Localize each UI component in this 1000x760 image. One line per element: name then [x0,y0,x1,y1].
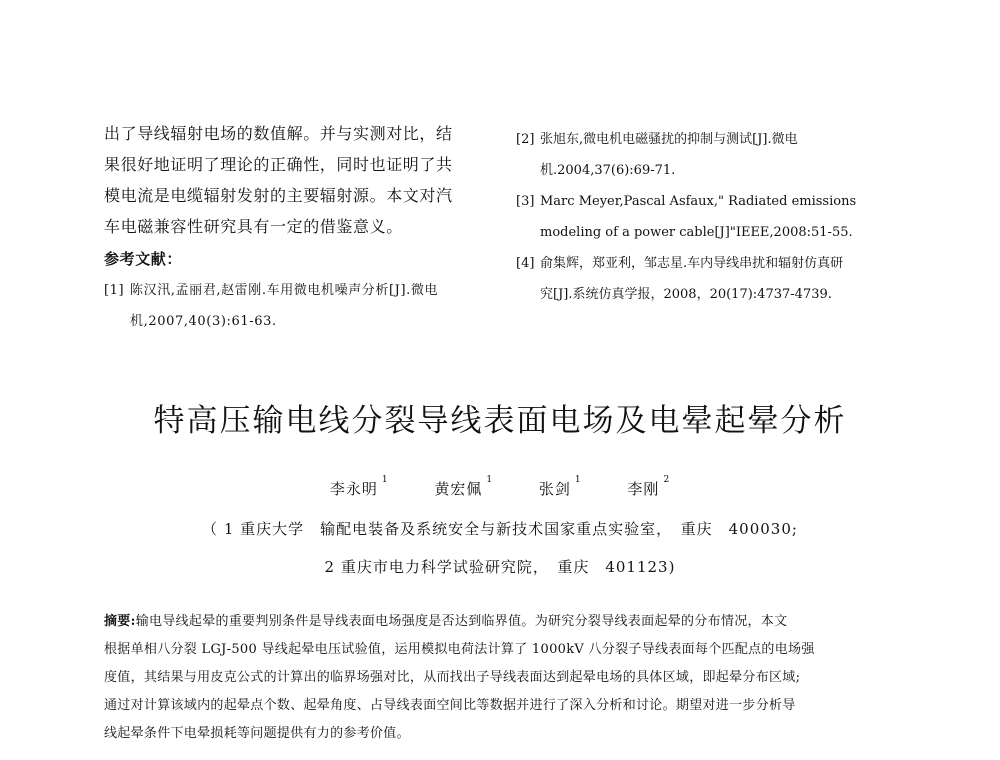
abstract-text: 输电导线起晕的重要判别条件是导线表面电场强度是否达到临界值。为研究分裂导线表面起晕的分布情况，本文 [135,614,788,629]
author [538,475,582,499]
reference-continuation: 究[J].系统仿真学报，2008，20(17):4737-4739. [540,287,832,302]
reference-4 [516,248,936,310]
reference-continuation: 机.2004,37(6):69-71. [540,163,676,178]
reference-continuation: 机,2007,40(3):61-63. [130,314,277,329]
affiliation-mark: 2 [663,475,671,485]
affiliation-mark: 1 [381,475,389,485]
reference-text: 张旭东,微电机电磁骚扰的抑制与测试[J].微电 [540,132,798,147]
reference-number: [3] [516,194,535,209]
author-name: 李刚 [627,480,660,498]
abstract-line: 通过对计算该域内的起晕点个数、起晕角度、占导线表面空间比等数据并进行了深入分析和讨论。期望对进一步分析导 [104,698,796,713]
reference-continuation: modeling of a power cable[J]"IEEE,2008:51-55. [540,225,853,240]
reference-number: [4] [516,256,535,271]
reference-number: [2] [516,132,535,147]
author-name: 黄宏佩 [434,480,483,498]
reference-text: Marc Meyer,Pascal Asfaux," Radiated emissions [540,194,857,209]
conclusion-line: 模电流是电缆辐射发射的主要辐射源。本文对汽 [104,186,453,205]
references-heading: 参考文献： [104,250,183,268]
author [434,475,494,499]
abstract [104,608,894,748]
author-list [0,475,1000,499]
abstract-line: 根据单相八分裂 LGJ-500 导线起晕电压试验值，运用模拟电荷法计算了 1000kV 八分裂子导线表面每个匹配点的电场强 [104,642,815,657]
left-column [104,118,496,337]
author-name: 李永明 [329,480,378,498]
article-title: 特高压输电线分裂导线表面电场及电晕起晕分析 [153,403,847,439]
affiliation-mark: 1 [486,475,494,485]
reference-number: [1] [104,283,125,298]
conclusion-line: 出了导线辐射电场的数值解。并与实测对比，结 [104,124,453,143]
reference-3 [516,186,936,248]
affiliation-2: 2 重庆市电力科学试验研究院， 重庆 401123) [324,558,676,576]
conclusion-line: 果很好地证明了理论的正确性，同时也证明了共 [104,155,453,174]
author [627,475,671,499]
affiliation-mark: 1 [574,475,582,485]
reference-text: 俞集辉，郑亚利，邹志星.车内导线串扰和辐射仿真研 [540,256,844,271]
author-name: 张剑 [538,480,571,498]
abstract-label: 摘要: [104,614,136,629]
conclusion-line: 车电磁兼容性研究具有一定的借鉴意义。 [104,217,403,236]
right-column [516,124,936,310]
affiliation-1: （ 1 重庆大学 输配电装备及系统安全与新技术国家重点实验室， 重庆 400030; [202,520,798,538]
abstract-line: 线起晕条件下电晕损耗等问题提供有力的参考价值。 [104,726,410,741]
reference-1 [104,275,496,337]
author [329,475,389,499]
abstract-line: 度值，其结果与用皮克公式的计算出的临界场强对比，从而找出子导线表面达到起晕电场的具体区域，即起晕分布区域; [104,670,801,685]
reference-2 [516,124,936,186]
abstract-line [104,608,894,636]
reference-text: 陈汉汛,孟丽君,赵雷刚.车用微电机噪声分析[J].微电 [130,283,439,298]
